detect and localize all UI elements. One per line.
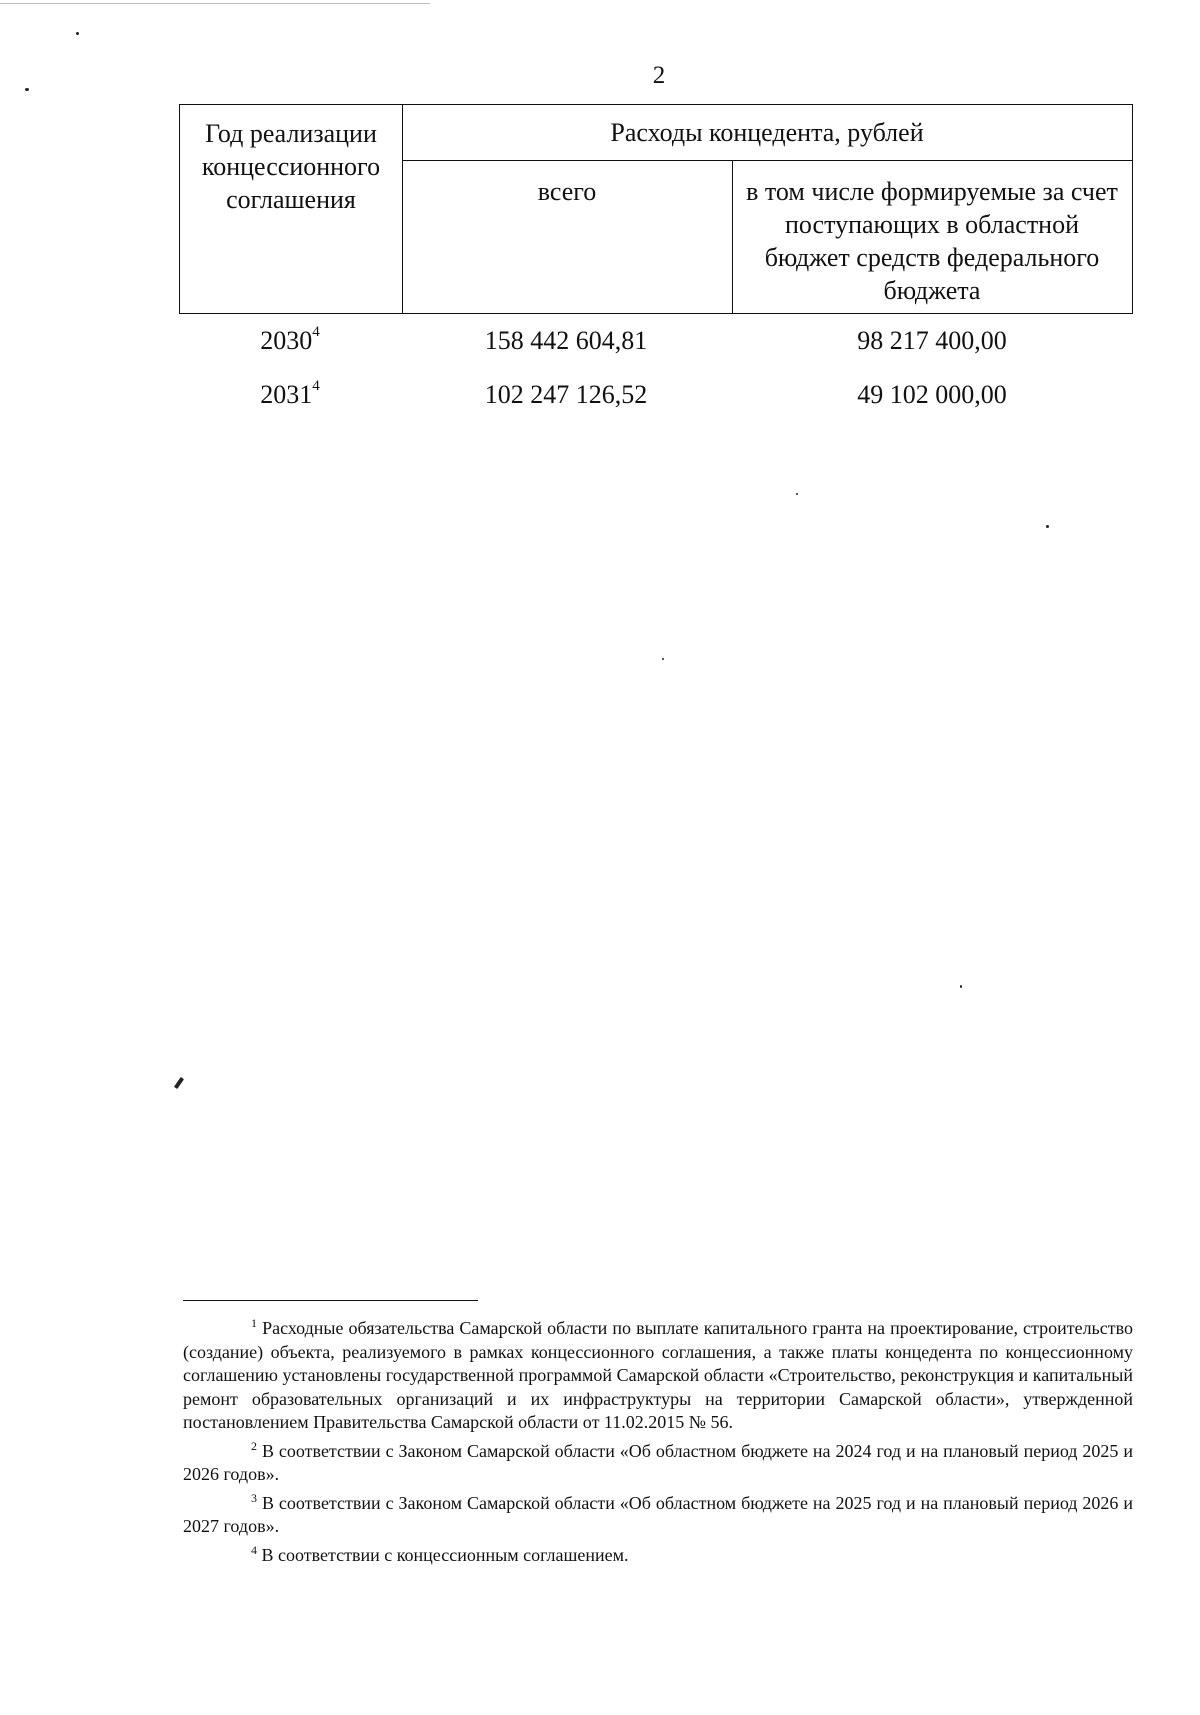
header-expenses: Расходы концедента, рублей (610, 118, 924, 147)
row-year: 2030$^4$ (260, 324, 320, 355)
scan-speck (76, 32, 79, 35)
footnote-2: $^2$ В соответствии с Законом Самарской области «Об областном бюджете на 2024 год и на плановый период 2025 и 2026 годов». (183, 1438, 1134, 1484)
scan-speck (25, 88, 29, 91)
row-federal: 49 102 000,00 (857, 380, 1007, 409)
footnote-4: $^4$ В соответствии с концессионным соглашением. (251, 1542, 629, 1565)
table-row (179, 326, 1133, 366)
footnote-separator (183, 1300, 478, 1301)
footnote-ref: 4 (312, 324, 320, 340)
footnote-ref: 4 (312, 378, 320, 394)
footnotes (183, 1312, 1133, 1567)
row-federal: 98 217 400,00 (857, 326, 1007, 355)
scan-speck (174, 1077, 184, 1089)
header-total: всего (537, 177, 597, 206)
table-header (179, 104, 1133, 314)
header-year: Год реализации концессионного соглашения (201, 119, 381, 214)
scan-speck (960, 985, 962, 988)
row-divider (402, 160, 1132, 161)
scan-speck (662, 658, 664, 660)
table-row (179, 380, 1133, 420)
scan-speck (796, 493, 798, 495)
row-total: 158 442 604,81 (484, 326, 648, 355)
header-federal: в том числе формируемые за счет поступающих в областной бюджет средств федерального бюджета (746, 177, 1118, 305)
scan-speck (1046, 525, 1049, 528)
footnote-1: $^1$ Расходные обязательства Самарской области по выплате капитального гранта на проектирование, строительство (создание) объекта, реализуемого в рамках концессионного соглашения, а также платы концедента по концессионному соглашению установлены государственной программой Самарской области «Строительство, реконструкция и капитальный ремонт образовательных организаций и их инфраструктуры на территории Самарской области», утвержденной постановлением Правительства Самарской области от 11.02.2015 № 56. (183, 1316, 1133, 1432)
footnote-3: $^3$ В соответствии с Законом Самарской области «Об областном бюджете на 2025 год и на плановый период 2026 и 2027 годов». (183, 1490, 1134, 1536)
row-total: 102 247 126,52 (484, 380, 648, 409)
row-year: 2031$^4$ (260, 378, 320, 409)
page-number: 2 (652, 62, 666, 89)
scan-edge-line (0, 3, 430, 4)
